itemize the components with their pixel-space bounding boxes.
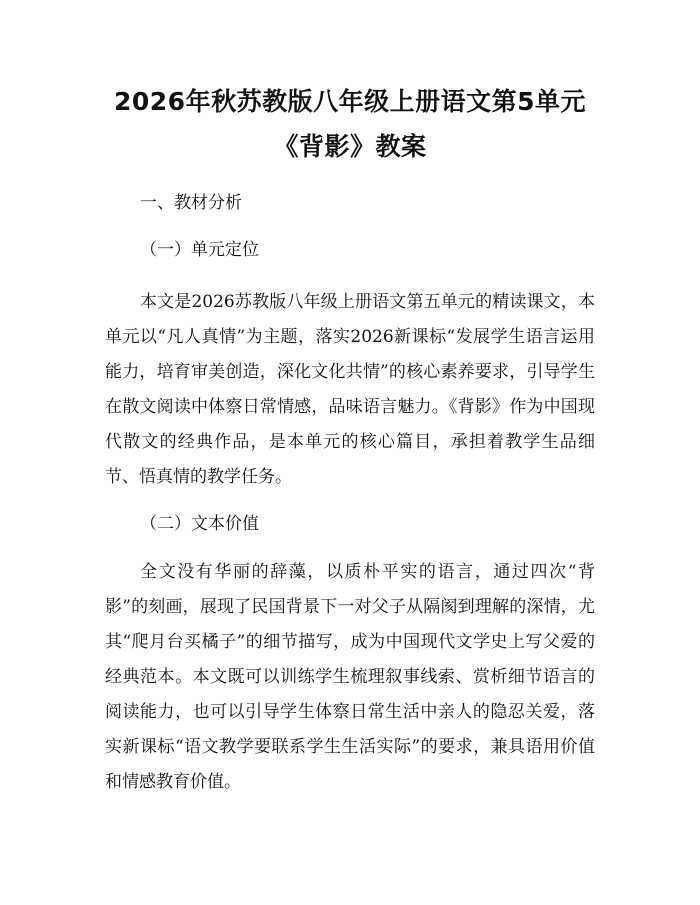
- section-heading-textbook-analysis: 一、教材分析: [140, 193, 242, 213]
- paragraph-text-value: 全文没有华丽的辞藻，以质朴平实的语言，通过四次“背影”的刻画，展现了民国背景下一对父子从隔阂到理解的深情，尤其“爬月台买橘子”的细节描写，成为中国现代文学史上写父爱的经典范本。本文既可以训练学生梳理叙事线索、赏析细节语言的阅读能力，也可以引导学生体察日常生活中亲人的隐忍关爱，落实新课标“语文教学要联系学生生活实际”的要求，兼具语用价值和情感教育价值。: [105, 562, 595, 792]
- subsection-heading-unit-position: （一）单元定位: [140, 240, 259, 260]
- document-subtitle: 《背影》教案: [273, 132, 427, 161]
- document-title: 2026年秋苏教版八年级上册语文第5单元: [114, 87, 586, 116]
- paragraph-unit-position: 本文是2026苏教版八年级上册语文第五单元的精读课文，本单元以“凡人真情”为主题，落实2026新课标“发展学生语言运用能力，培育审美创造，深化文化共情”的核心素养要求，引导学生在散文阅读中体察日常情感，品味语言魅力。《背影》作为中国现代散文的经典作品，是本单元的核心篇目，承担着教学生品细节、悟真情的教学任务。: [105, 292, 595, 487]
- subsection-heading-text-value: （二）文本价值: [140, 514, 259, 534]
